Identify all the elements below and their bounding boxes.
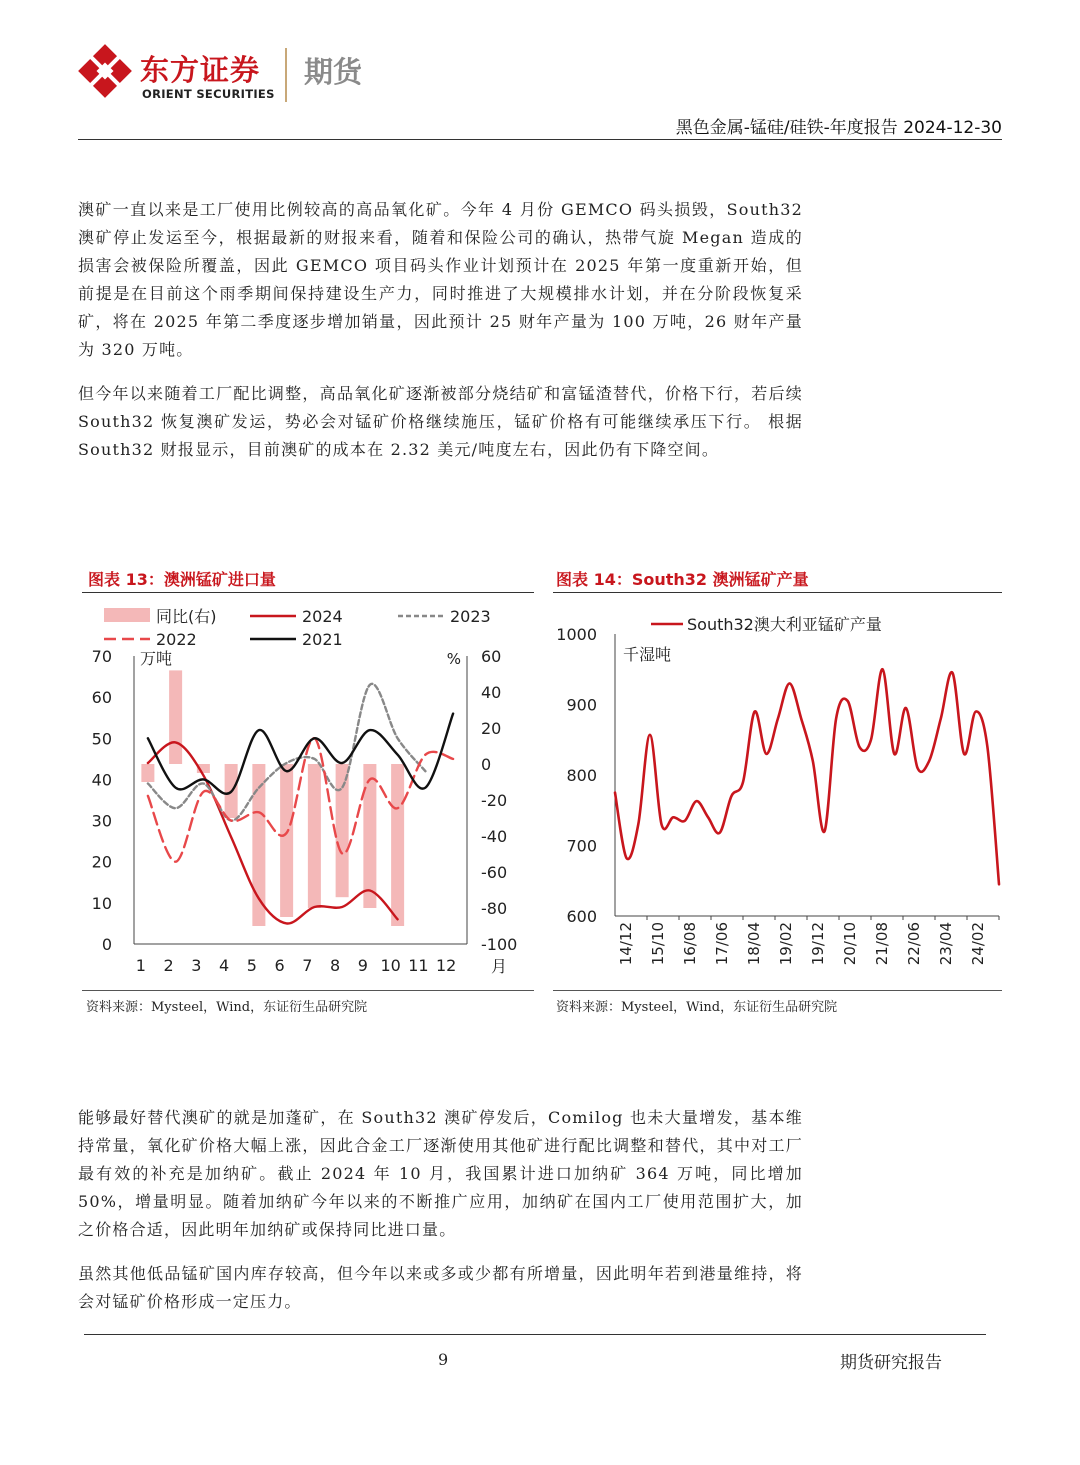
series-line-2024 <box>148 742 398 923</box>
y-right-unit-label: % <box>446 650 461 668</box>
figure13-title: 图表 13：澳洲锰矿进口量 <box>88 570 276 589</box>
y-tick-label: 900 <box>566 695 597 715</box>
x-tick-label: 12 <box>435 956 457 975</box>
y-left-tick-label: 50 <box>91 729 112 749</box>
x-tick-label: 15/10 <box>649 922 667 966</box>
orient-securities-logo-icon <box>78 44 132 98</box>
x-tick-label: 10 <box>380 956 401 975</box>
bar-yoy <box>336 764 349 897</box>
paragraph-4: 虽然其他低品锰矿国内库存较高，但今年以来或多或少都有所增量，因此明年若到港量维持，将会对锰矿价格形成一定压力。 <box>78 1264 803 1311</box>
figure14-source: 资料来源：Mysteel，Wind，东证衍生品研究院 <box>556 1000 838 1015</box>
y-tick-label: 800 <box>566 766 597 785</box>
x-tick-label: 16/08 <box>681 922 699 966</box>
y-tick-label: 700 <box>566 836 597 856</box>
y-left-tick-label: 70 <box>91 647 112 666</box>
x-tick-label: 8 <box>330 956 341 975</box>
bar-yoy <box>363 764 376 908</box>
x-tick-label: 11 <box>408 956 429 975</box>
footer-label: 期货研究报告 <box>840 1353 942 1373</box>
legend-label: 同比(右) <box>156 607 217 626</box>
x-tick-label: 6 <box>274 956 285 975</box>
x-tick-label: 9 <box>357 956 368 975</box>
paragraph-2: 但今年以来随着工厂配比调整，高品氧化矿逐渐被部分烧结矿和富锰渣替代，价格下行，若后续 South32 恢复澳矿发运，势必会对锰矿价格继续施压，锰矿价格有可能继续承压下行。 根据 South32 财报显示，目前澳矿的成本在 2.32 美元/吨度左右，因此仍有下降空间。 <box>78 384 803 459</box>
y-tick-label: 1000 <box>556 625 597 644</box>
x-tick-label: 1 <box>135 956 146 975</box>
paragraph-3: 能够最好替代澳矿的就是加蓬矿，在 South32 澳矿停发后，Comilog 也未大量增发，基本维持常量，氧化矿价格大幅上涨，因此合金工厂逐渐使用其他矿进行配比调整和替代，其中对工厂最有效的补充是加纳矿。截止 2024 年 10 月，我国累计进口加纳矿 364 万吨，同比增加 50%，增量明显。随着加纳矿今年以来的不断推广应用，加纳矿在国内工厂使用范围扩大，加之价格合适，因此明年加纳矿或保持同比进口量。 <box>78 1108 803 1239</box>
legend-label: South32澳大利亚锰矿产量 <box>687 615 882 634</box>
y-right-tick-label: 20 <box>481 719 502 738</box>
figure14-title: 图表 14：South32 澳洲锰矿产量 <box>556 570 809 589</box>
report-title: 黑色金属-锰硅/硅铁-年度报告 2024-12-30 <box>675 118 1002 138</box>
y-right-tick-label: -80 <box>481 899 508 918</box>
x-tick-label: 21/08 <box>873 922 891 966</box>
page-number: 9 <box>438 1350 449 1369</box>
y-left-tick-label: 40 <box>91 770 112 790</box>
y-tick-label: 600 <box>566 907 597 926</box>
series-line-south32 <box>615 669 999 884</box>
x-tick-label: 19/02 <box>777 922 795 966</box>
x-tick-label: 2 <box>163 956 174 975</box>
brand-name-en: ORIENT SECURITIES <box>142 87 275 101</box>
figure13-chart <box>82 596 537 986</box>
x-axis-suffix: 月 <box>490 957 508 976</box>
x-tick-label: 19/12 <box>809 922 827 966</box>
bar-yoy <box>141 764 154 782</box>
figure14-title-rule <box>553 592 1002 593</box>
legend-label: 2022 <box>156 630 197 649</box>
x-tick-label: 24/02 <box>969 922 987 966</box>
figure13-title-rule <box>82 592 534 593</box>
y-left-tick-label: 20 <box>91 852 112 872</box>
x-tick-label: 22/06 <box>905 922 923 966</box>
figure13-source-rule <box>82 990 534 991</box>
header-divider <box>78 139 1002 140</box>
brand-separator <box>285 48 287 102</box>
y-right-tick-label: -40 <box>481 827 508 846</box>
x-tick-label: 7 <box>302 956 313 975</box>
figure14-source-rule <box>553 990 1002 991</box>
bar-yoy <box>280 764 293 917</box>
bar-yoy <box>391 764 404 926</box>
y-right-tick-label: -20 <box>481 791 508 810</box>
legend-label: 2021 <box>302 630 343 649</box>
x-tick-label: 4 <box>219 956 230 975</box>
y-right-tick-label: -60 <box>481 863 508 882</box>
y-left-unit-label: 万吨 <box>140 649 173 668</box>
y-right-tick-label: 0 <box>481 755 492 774</box>
y-right-tick-label: -100 <box>481 935 518 954</box>
bar-yoy <box>308 764 321 908</box>
y-left-tick-label: 60 <box>91 688 112 708</box>
x-tick-label: 5 <box>246 956 257 975</box>
x-tick-label: 17/06 <box>713 922 731 966</box>
footer-divider <box>84 1334 986 1335</box>
legend-swatch-bar <box>104 608 150 622</box>
figure14-chart <box>553 596 1005 986</box>
y-right-tick-label: 40 <box>481 683 502 702</box>
legend-label: 2023 <box>450 607 491 626</box>
y-left-tick-label: 30 <box>91 811 112 831</box>
brand-subtitle: 期货 <box>304 55 363 89</box>
y-left-tick-label: 10 <box>91 893 112 913</box>
x-tick-label: 14/12 <box>617 922 635 966</box>
y-right-tick-label: 60 <box>481 647 502 666</box>
legend-label: 2024 <box>302 607 343 626</box>
paragraph-1: 澳矿一直以来是工厂使用比例较高的高品氧化矿。今年 4 月份 GEMCO 码头损毁，South32 澳矿停止发运至今，根据最新的财报来看，随着和保险公司的确认，热带气旋 Megan 造成的损害会被保险所覆盖，因此 GEMCO 项目码头作业计划预计在 2025 年第一度重新开始，但前提是在目前这个雨季期间保持建设生产力，同时推进了大规模排水计划，并在分阶段恢复采矿，将在 2025 年第二季度逐步增加销量，因此预计 25 财年产量为 100 万吨，26 财年产量为 320 万吨。 <box>78 200 803 359</box>
x-tick-label: 23/04 <box>937 922 955 966</box>
y-left-tick-label: 0 <box>101 935 112 954</box>
y-unit-label: 千湿吨 <box>623 645 672 664</box>
x-tick-label: 3 <box>191 956 202 975</box>
bar-yoy <box>169 670 182 764</box>
brand-name-cn: 东方证券 <box>140 53 261 87</box>
x-tick-label: 18/04 <box>745 922 763 966</box>
x-tick-label: 20/10 <box>841 922 859 966</box>
figure13-source: 资料来源：Mysteel，Wind，东证衍生品研究院 <box>86 1000 368 1015</box>
